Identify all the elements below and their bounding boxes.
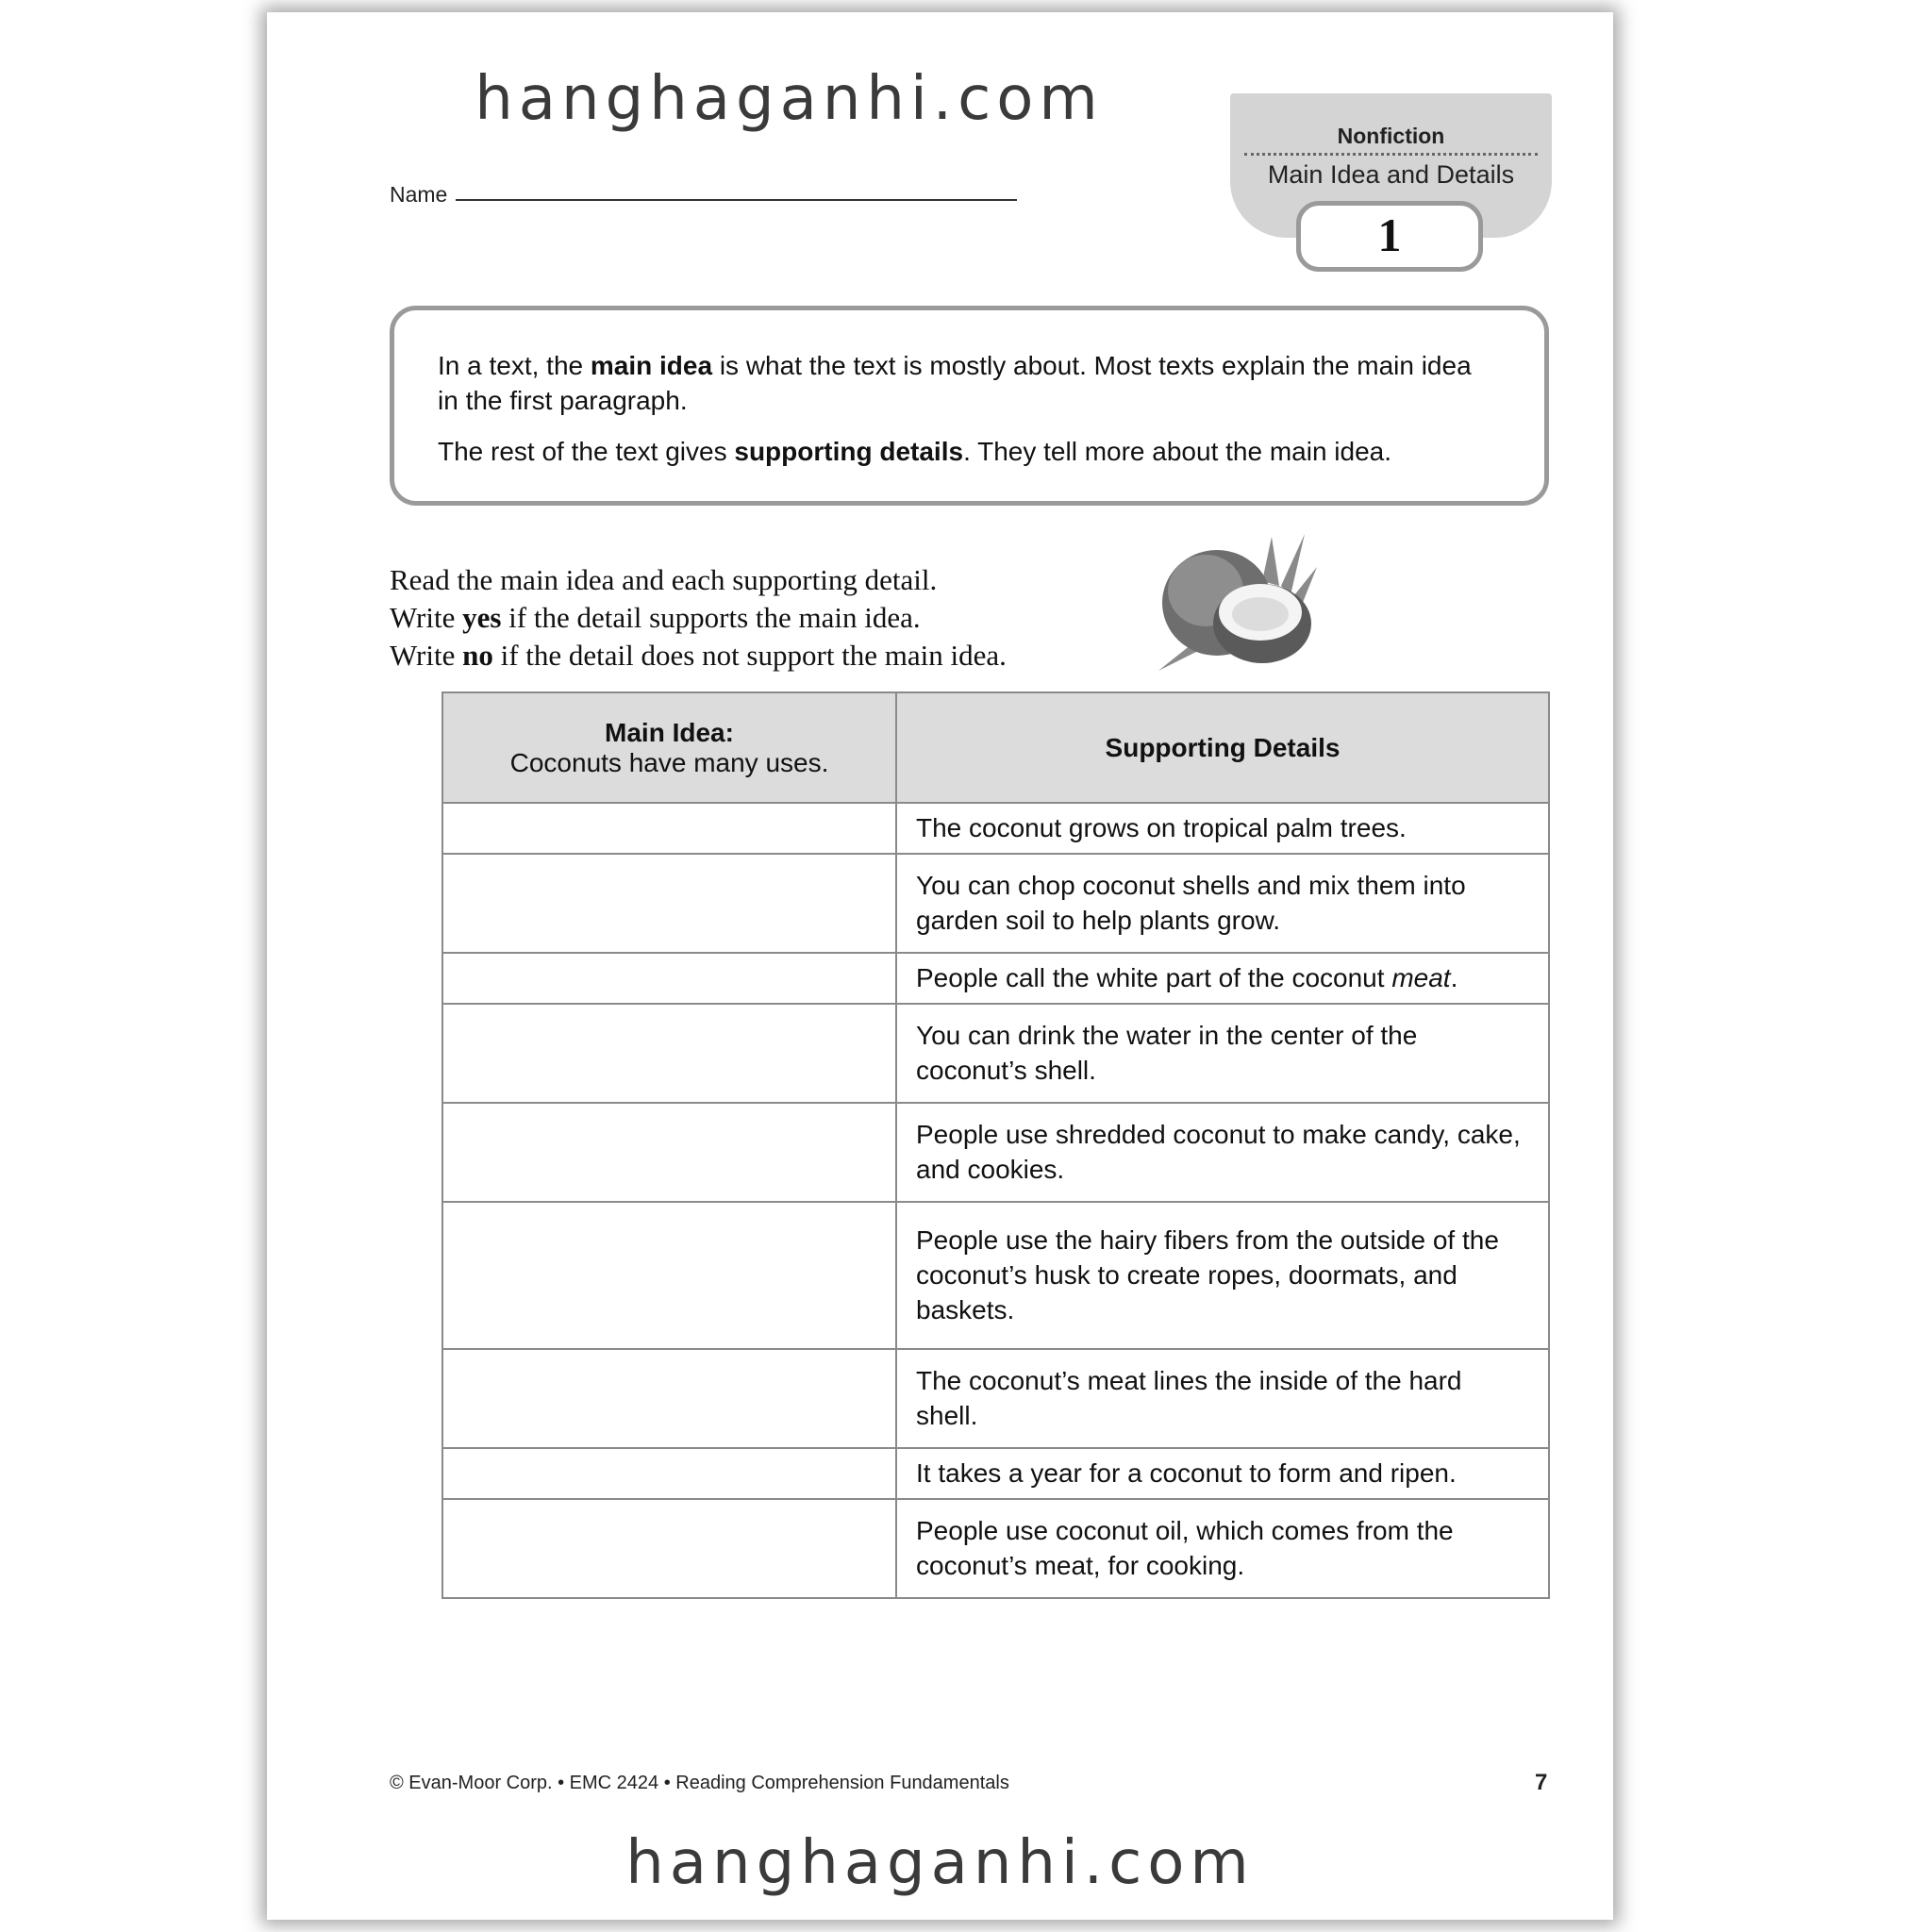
detail-cell: The coconut’s meat lines the inside of the hard shell. (896, 1349, 1549, 1448)
directions (390, 561, 1007, 675)
table-row (442, 1448, 1549, 1499)
answer-cell[interactable] (442, 1448, 896, 1499)
intro-text: In a text, the (438, 351, 591, 380)
directions-yes: yes (462, 601, 502, 634)
main-idea-header (442, 692, 896, 803)
name-line (456, 199, 1017, 201)
details-table (441, 691, 1550, 1599)
detail-cell: It takes a year for a coconut to form and ripen. (896, 1448, 1549, 1499)
table-row (442, 953, 1549, 1004)
answer-cell[interactable] (442, 1103, 896, 1202)
table-header-row (442, 692, 1549, 803)
answer-cell[interactable] (442, 854, 896, 953)
page-number: 7 (1535, 1770, 1548, 1795)
detail-cell: People use shredded coconut to make candy, cake, and cookies. (896, 1103, 1549, 1202)
answer-cell[interactable] (442, 1202, 896, 1349)
detail-term-meat: meat (1391, 963, 1451, 993)
table-row (442, 1499, 1549, 1598)
intro-text: . They tell more about the main idea. (963, 437, 1392, 466)
term-supporting-details: supporting details (734, 437, 964, 466)
watermark-bottom: hanghaganhi.com (625, 1828, 1255, 1898)
term-main-idea: main idea (590, 351, 713, 380)
directions-text: if the detail supports the main idea. (501, 601, 921, 634)
supporting-details-label: Supporting Details (1105, 732, 1341, 762)
directions-line-2 (390, 599, 1007, 637)
skill-label: Main Idea and Details (1267, 160, 1515, 189)
table-row (442, 1349, 1549, 1448)
directions-line-3 (390, 637, 1007, 675)
table-row (442, 1202, 1549, 1349)
lesson-number-badge: 1 (1296, 201, 1483, 272)
main-idea-text: Coconuts have many uses. (509, 747, 829, 777)
footer-credit: © Evan-Moor Corp. • EMC 2424 • Reading Comprehension Fundamentals (390, 1773, 1009, 1793)
answer-cell[interactable] (442, 1349, 896, 1448)
detail-cell: The coconut grows on tropical palm trees. (896, 803, 1549, 854)
intro-text: The rest of the text gives (438, 437, 735, 466)
directions-no: no (462, 639, 493, 672)
watermark-top: hanghaganhi.com (475, 64, 1104, 134)
intro-paragraph-2 (438, 434, 1499, 469)
table-row (442, 1103, 1549, 1202)
table-row (442, 1004, 1549, 1103)
category-label: Nonfiction (1337, 124, 1445, 148)
answer-cell[interactable] (442, 803, 896, 854)
main-idea-label: Main Idea: (605, 717, 734, 747)
detail-cell: You can chop coconut shells and mix them into garden soil to help plants grow. (896, 854, 1549, 953)
tab-divider (1244, 153, 1538, 156)
intro-paragraph-1 (438, 348, 1499, 418)
name-label: Name (390, 182, 448, 207)
table-row (442, 803, 1549, 854)
detail-text: People call the white part of the coconut (916, 963, 1392, 993)
supporting-details-header (896, 692, 1549, 803)
worksheet-page (267, 12, 1613, 1920)
coconut-icon (1149, 529, 1319, 680)
directions-text: Write (390, 639, 463, 672)
detail-cell (896, 953, 1549, 1004)
answer-cell[interactable] (442, 1004, 896, 1103)
intro-text: is what the text is mostly about. Most texts explain the main idea in the first paragraph. (438, 351, 1472, 415)
detail-cell: People use the hairy fibers from the outside of the coconut’s husk to create ropes, doormats, and baskets. (896, 1202, 1549, 1349)
intro-box (390, 306, 1549, 506)
table-row (442, 854, 1549, 953)
detail-cell: You can drink the water in the center of the coconut’s shell. (896, 1004, 1549, 1103)
directions-text: if the detail does not support the main idea. (492, 639, 1007, 672)
detail-text: . (1450, 963, 1458, 993)
answer-cell[interactable] (442, 1499, 896, 1598)
answer-cell[interactable] (442, 953, 896, 1004)
directions-text: Write (390, 601, 463, 634)
detail-cell: People use coconut oil, which comes from the coconut’s meat, for cooking. (896, 1499, 1549, 1598)
directions-line-1: Read the main idea and each supporting detail. (390, 563, 938, 596)
